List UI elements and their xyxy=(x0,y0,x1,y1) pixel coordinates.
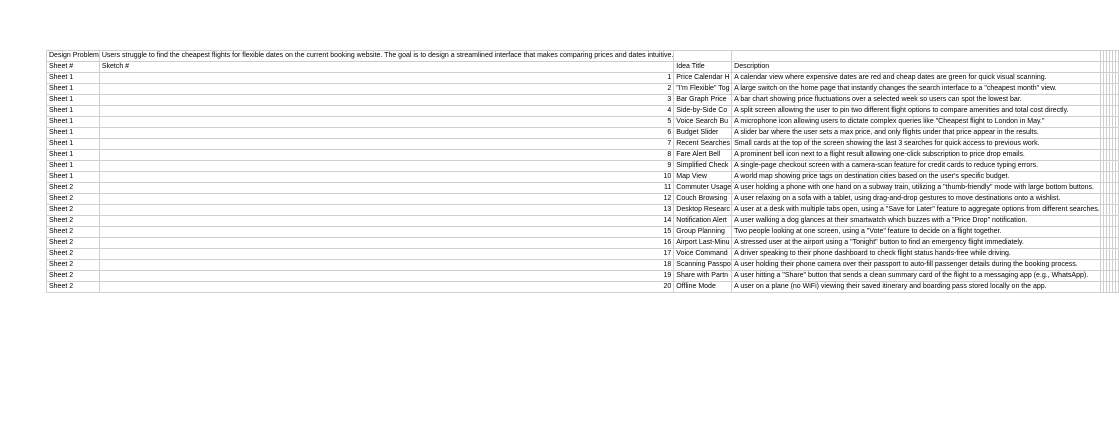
cell-idea-title[interactable]: Budget Slider xyxy=(674,128,732,139)
table-row xyxy=(47,194,1119,205)
cell-sketch[interactable]: 11 xyxy=(99,183,673,194)
cell-sheet[interactable]: Sheet 1 xyxy=(47,73,100,84)
empty-cell[interactable] xyxy=(1115,172,1118,183)
cell-description[interactable]: A single-page checkout screen with a camera-scan feature for credit cards to reduce typing errors. xyxy=(732,161,1101,172)
cell-sketch[interactable]: 6 xyxy=(99,128,673,139)
cell-sheet[interactable]: Sheet 1 xyxy=(47,95,100,106)
cell-description[interactable]: A calendar view where expensive dates are red and cheap dates are green for quick visual scanning. xyxy=(732,73,1101,84)
cell-description[interactable]: A user walking a dog glances at their smartwatch which buzzes with a "Price Drop" notification. xyxy=(732,216,1101,227)
cell-idea-title[interactable]: Simplified Check xyxy=(674,161,732,172)
cell-idea-title[interactable]: Airport Last-Minu xyxy=(674,238,732,249)
cell-sheet[interactable]: Sheet 2 xyxy=(47,227,100,238)
cell-description[interactable]: A user at a desk with multiple tabs open, using a "Save for Later" feature to aggregate options from different searches. xyxy=(732,205,1101,216)
cell-sketch[interactable]: 2 xyxy=(99,84,673,95)
empty-cell[interactable] xyxy=(1115,51,1118,62)
cell-sheet[interactable]: Sheet 1 xyxy=(47,150,100,161)
cell-description[interactable]: Small cards at the top of the screen showing the last 3 searches for quick access to previous work. xyxy=(732,139,1101,150)
table-row xyxy=(47,95,1119,106)
cell-sheet[interactable]: Sheet 2 xyxy=(47,183,100,194)
table-row xyxy=(47,128,1119,139)
cell-sheet[interactable]: Sheet 1 xyxy=(47,106,100,117)
table-row xyxy=(47,216,1119,227)
cell-sheet[interactable]: Sheet 2 xyxy=(47,249,100,260)
cell-description[interactable]: A user on a plane (no WiFi) viewing their saved itinerary and boarding pass stored locally on the app. xyxy=(732,282,1101,293)
cell-description[interactable]: A user hitting a "Share" button that sends a clean summary card of the flight to a messaging app (e.g., WhatsApp). xyxy=(732,271,1101,282)
table-row xyxy=(47,271,1119,282)
cell-sketch[interactable]: 14 xyxy=(99,216,673,227)
cell-sheet[interactable]: Sheet 2 xyxy=(47,271,100,282)
cell-description[interactable]: A prominent bell icon next to a flight result allowing one-click subscription to price drop emails. xyxy=(732,150,1101,161)
empty-cell[interactable] xyxy=(1115,271,1118,282)
cell-sheet[interactable]: Sheet 2 xyxy=(47,282,100,293)
table-row xyxy=(47,73,1119,84)
header-description[interactable]: Description xyxy=(732,62,1101,73)
table-row xyxy=(47,282,1119,293)
design-problem-text[interactable]: Users struggle to find the cheapest flights for flexible dates on the current booking website. The goal is to design a streamlined interface that makes comparing prices and dates intuitive. xyxy=(99,51,673,62)
table-row xyxy=(47,183,1119,194)
cell-sketch[interactable]: 19 xyxy=(99,271,673,282)
cell-idea-title[interactable]: Desktop Researc xyxy=(674,205,732,216)
cell-description[interactable]: A world map showing price tags on destination cities based on the user's specific budget. xyxy=(732,172,1101,183)
table-row xyxy=(47,205,1119,216)
cell-sheet[interactable]: Sheet 2 xyxy=(47,238,100,249)
cell-sheet[interactable]: Sheet 1 xyxy=(47,128,100,139)
cell-description[interactable]: A large switch on the home page that instantly changes the search interface to a "cheapest month" view. xyxy=(732,84,1101,95)
table-row xyxy=(47,150,1119,161)
cell-idea-title[interactable]: Scanning Passpo xyxy=(674,260,732,271)
cell-sheet[interactable]: Sheet 2 xyxy=(47,205,100,216)
cell-sketch[interactable]: 16 xyxy=(99,238,673,249)
cell-description[interactable]: A driver speaking to their phone dashboard to check flight status hands-free while driving. xyxy=(732,249,1101,260)
empty-cell[interactable] xyxy=(1115,249,1118,260)
empty-cell[interactable] xyxy=(1115,95,1118,106)
empty-cell[interactable] xyxy=(1115,117,1118,128)
header-sheet[interactable]: Sheet # xyxy=(47,62,100,73)
empty-cell[interactable] xyxy=(1115,139,1118,150)
header-row xyxy=(47,62,1119,73)
cell-sketch[interactable]: 7 xyxy=(99,139,673,150)
empty-cell[interactable] xyxy=(1115,183,1118,194)
cell-sketch[interactable]: 20 xyxy=(99,282,673,293)
table-row xyxy=(47,249,1119,260)
cell-sheet[interactable]: Sheet 2 xyxy=(47,194,100,205)
cell-sketch[interactable]: 10 xyxy=(99,172,673,183)
cell-sheet[interactable]: Sheet 2 xyxy=(47,260,100,271)
header-idea-title[interactable]: Idea Title xyxy=(674,62,732,73)
empty-cell[interactable] xyxy=(1115,106,1118,117)
cell-sketch[interactable]: 8 xyxy=(99,150,673,161)
cell-sheet[interactable]: Sheet 1 xyxy=(47,84,100,95)
cell-idea-title[interactable]: "I'm Flexible" Tog xyxy=(674,84,732,95)
cell-sketch[interactable]: 9 xyxy=(99,161,673,172)
cell-description[interactable]: A user holding their phone camera over their passport to auto-fill passenger details during the booking process. xyxy=(732,260,1101,271)
empty-cell[interactable] xyxy=(1115,216,1118,227)
cell-sketch[interactable]: 15 xyxy=(99,227,673,238)
cell-idea-title[interactable]: Recent Searches xyxy=(674,139,732,150)
header-sketch[interactable]: Sketch # xyxy=(99,62,673,73)
design-problem-row xyxy=(47,51,1119,62)
empty-cell[interactable] xyxy=(1115,194,1118,205)
table-body xyxy=(47,51,1119,293)
cell-sheet[interactable]: Sheet 2 xyxy=(47,216,100,227)
cell-idea-title[interactable]: Bar Graph Price xyxy=(674,95,732,106)
cell-sketch[interactable]: 4 xyxy=(99,106,673,117)
spreadsheet-table xyxy=(46,50,1119,293)
empty-cell[interactable] xyxy=(1115,282,1118,293)
cell-sketch[interactable]: 5 xyxy=(99,117,673,128)
empty-cell[interactable] xyxy=(674,51,732,62)
cell-sketch[interactable]: 12 xyxy=(99,194,673,205)
cell-idea-title[interactable]: Offline Mode xyxy=(674,282,732,293)
empty-cell[interactable] xyxy=(1115,227,1118,238)
table-row xyxy=(47,106,1119,117)
cell-idea-title[interactable]: Notification Alert xyxy=(674,216,732,227)
cell-idea-title[interactable]: Voice Command xyxy=(674,249,732,260)
cell-idea-title[interactable]: Share with Partn xyxy=(674,271,732,282)
empty-cell[interactable] xyxy=(1115,128,1118,139)
empty-cell[interactable] xyxy=(732,51,1101,62)
table-row xyxy=(47,260,1119,271)
cell-idea-title[interactable]: Commuter Usage xyxy=(674,183,732,194)
table-row xyxy=(47,238,1119,249)
cell-sheet[interactable]: Sheet 1 xyxy=(47,172,100,183)
table-row xyxy=(47,227,1119,238)
cell-idea-title[interactable]: Group Planning xyxy=(674,227,732,238)
cell-description[interactable]: A user holding a phone with one hand on a subway train, utilizing a "thumb-friendly" mode with large bottom buttons. xyxy=(732,183,1101,194)
cell-sketch[interactable]: 3 xyxy=(99,95,673,106)
cell-sheet[interactable]: Sheet 1 xyxy=(47,161,100,172)
cell-idea-title[interactable]: Side-by-Side Co xyxy=(674,106,732,117)
cell-description[interactable]: A split screen allowing the user to pin two different flight options to compare amenities and total cost directly. xyxy=(732,106,1101,117)
cell-sketch[interactable]: 13 xyxy=(99,205,673,216)
cell-description[interactable]: A microphone icon allowing users to dictate complex queries like "Cheapest flight to London in May." xyxy=(732,117,1101,128)
empty-cell[interactable] xyxy=(1115,161,1118,172)
table-row xyxy=(47,161,1119,172)
empty-cell[interactable] xyxy=(1115,238,1118,249)
cell-idea-title[interactable]: Voice Search Bu xyxy=(674,117,732,128)
empty-cell[interactable] xyxy=(1115,205,1118,216)
table-row xyxy=(47,139,1119,150)
cell-sketch[interactable]: 1 xyxy=(99,73,673,84)
table-row xyxy=(47,117,1119,128)
cell-sketch[interactable]: 17 xyxy=(99,249,673,260)
cell-idea-title[interactable]: Couch Browsing xyxy=(674,194,732,205)
cell-idea-title[interactable]: Map View xyxy=(674,172,732,183)
cell-description[interactable]: A stressed user at the airport using a "Tonight" button to find an emergency flight immediately. xyxy=(732,238,1101,249)
empty-cell[interactable] xyxy=(1115,84,1118,95)
cell-sketch[interactable]: 18 xyxy=(99,260,673,271)
cell-description[interactable]: A slider bar where the user sets a max price, and only flights under that price appear in the results. xyxy=(732,128,1101,139)
cell-sheet[interactable]: Sheet 1 xyxy=(47,117,100,128)
empty-cell[interactable] xyxy=(1115,73,1118,84)
table-row xyxy=(47,84,1119,95)
cell-description[interactable]: A user relaxing on a sofa with a tablet, using drag-and-drop gestures to move destinations onto a wishlist. xyxy=(732,194,1101,205)
empty-cell[interactable] xyxy=(1115,150,1118,161)
table-row xyxy=(47,172,1119,183)
design-problem-label[interactable]: Design Problem xyxy=(47,51,100,62)
cell-sheet[interactable]: Sheet 1 xyxy=(47,139,100,150)
cell-idea-title[interactable]: Fare Alert Bell xyxy=(674,150,732,161)
empty-cell[interactable] xyxy=(1115,260,1118,271)
cell-idea-title[interactable]: Price Calendar H xyxy=(674,73,732,84)
cell-description[interactable]: A bar chart showing price fluctuations over a selected week so users can spot the lowest bar. xyxy=(732,95,1101,106)
empty-cell[interactable] xyxy=(1115,62,1118,73)
cell-description[interactable]: Two people looking at one screen, using a "Vote" feature to decide on a flight together. xyxy=(732,227,1101,238)
